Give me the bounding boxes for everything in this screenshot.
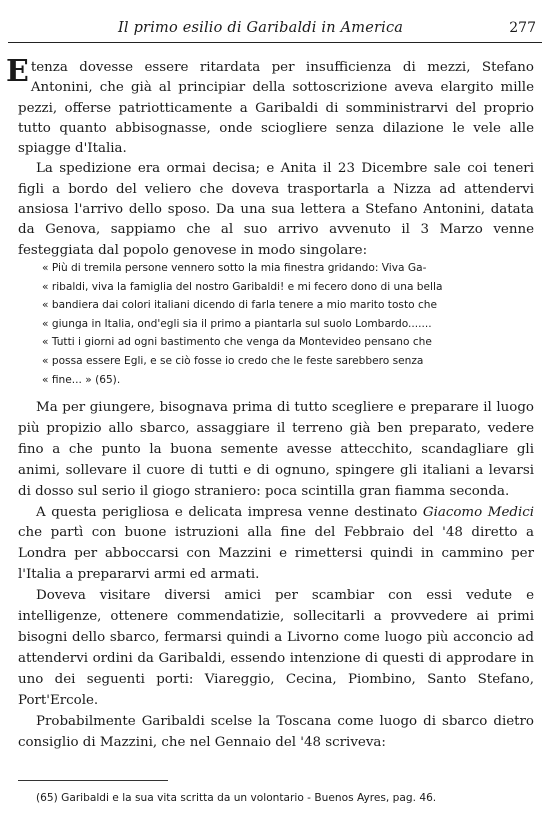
drop-cap: E	[6, 54, 29, 89]
paragraph: La spedizione era ormai decisa; e Anita il 23 Dicembre sale coi teneri figli a bordo del veliero che doveva trasportarla a Nizza ad attendervi ansiosa l'arrivo dello sposo. Da una sua lettera a Stefano Antonini, datata da Genova, sappiamo che al suo arrivo avvenuto il 3 Marzo venne festeggiata dal popolo genovese in modo singolare:	[18, 161, 534, 258]
quote-line: « bandiera dai colori italiani dicendo di farla tenere a mio marito tosto che	[42, 299, 438, 312]
paragraph: Probabilmente Garibaldi scelse la Toscana come luogo di sbarco dietro consiglio di Mazzini, che nel Gennaio del '48 scriveva:	[18, 713, 534, 750]
quote-line: « giunga in Italia, ond'egli sia il primo a piantarla sul suolo Lombardo.......	[42, 317, 432, 330]
running-title: Il primo esilio di Garibaldi in America	[118, 20, 404, 36]
body-text-top	[6, 54, 534, 261]
paragraph-text: A questa perigliosa e delicata impresa venne destinato	[36, 504, 423, 520]
quote-line: « Tutti i giorni ad ogni bastimento che venga da Montevideo pensano che	[42, 336, 432, 349]
paragraph: Ma per giungere, bisognava prima di tutto scegliere e preparare il luogo più propizio allo sbarco, assaggiare il terreno già ben preparato, vedere fino a che punto la buona semente avesse attecchito, scandagliare gli animi, sollevare il cuore di tutti e di ognuno, spingere gli italiani a levarsi di dosso sul serio il giogo straniero: poca scintilla gran fiamma seconda.	[18, 400, 534, 499]
footnote-rule	[18, 780, 168, 781]
paragraph: Doveva visitare diversi amici per scambiar con essi vedute e intelligenze, ottenere commendatizie, sollecitarli a provvedere ai primi bisogni dello sbarco, fermarsi quindi a Livorno come luogo più acconcio ad attendervi ordini da Garibaldi, essendo intenzione di questi di approdare in uno dei seguenti porti: Viareggio, Cecina, Piombino, Santo Stefano, Port'Ercole.	[18, 588, 534, 708]
header-rule	[8, 42, 542, 43]
quote-line: « fine... » (65).	[42, 373, 121, 386]
paragraph	[18, 503, 534, 587]
footnote: (65) Garibaldi e la sua vita scritta da un volontario - Buenos Ayres, pag. 46.	[36, 792, 437, 804]
paragraph-text: che partì con buone istruzioni alla fine del Febbraio del '48 diretto a Londra per abboccarsi con Mazzini e rimettersi quindi in cammino per l'Italia a prepararvi armi ed armati.	[18, 525, 534, 583]
quoted-letter	[42, 259, 512, 389]
paragraph-text: tenza dovesse essere ritardata per insufficienza di mezzi, Stefano Antonini, che già al principiar della sottoscrizione aveva elargito mille pezzi, offerse patriotticamente a Garibaldi di somministrarvi del proprio tutto quanto abbisognasse, onde sciogliere senza dilazione le vele alle spiagge d'Italia.	[18, 60, 534, 157]
paragraph	[6, 54, 534, 159]
quote-line: « possa essere Egli, e se ciò fosse io credo che le feste sarebbero senza	[42, 354, 424, 367]
quote-line: « ribaldi, viva la famiglia del nostro Garibaldi! e mi fecero dono di una bella	[42, 280, 443, 293]
quote-line: « Più di tremila persone vennero sotto la mia finestra gridando: Viva Ga-	[42, 262, 427, 274]
person-name: Giacomo Medici	[422, 504, 535, 520]
running-header	[8, 20, 542, 42]
body-text-bottom	[18, 398, 534, 753]
page-number: 277	[509, 20, 536, 36]
